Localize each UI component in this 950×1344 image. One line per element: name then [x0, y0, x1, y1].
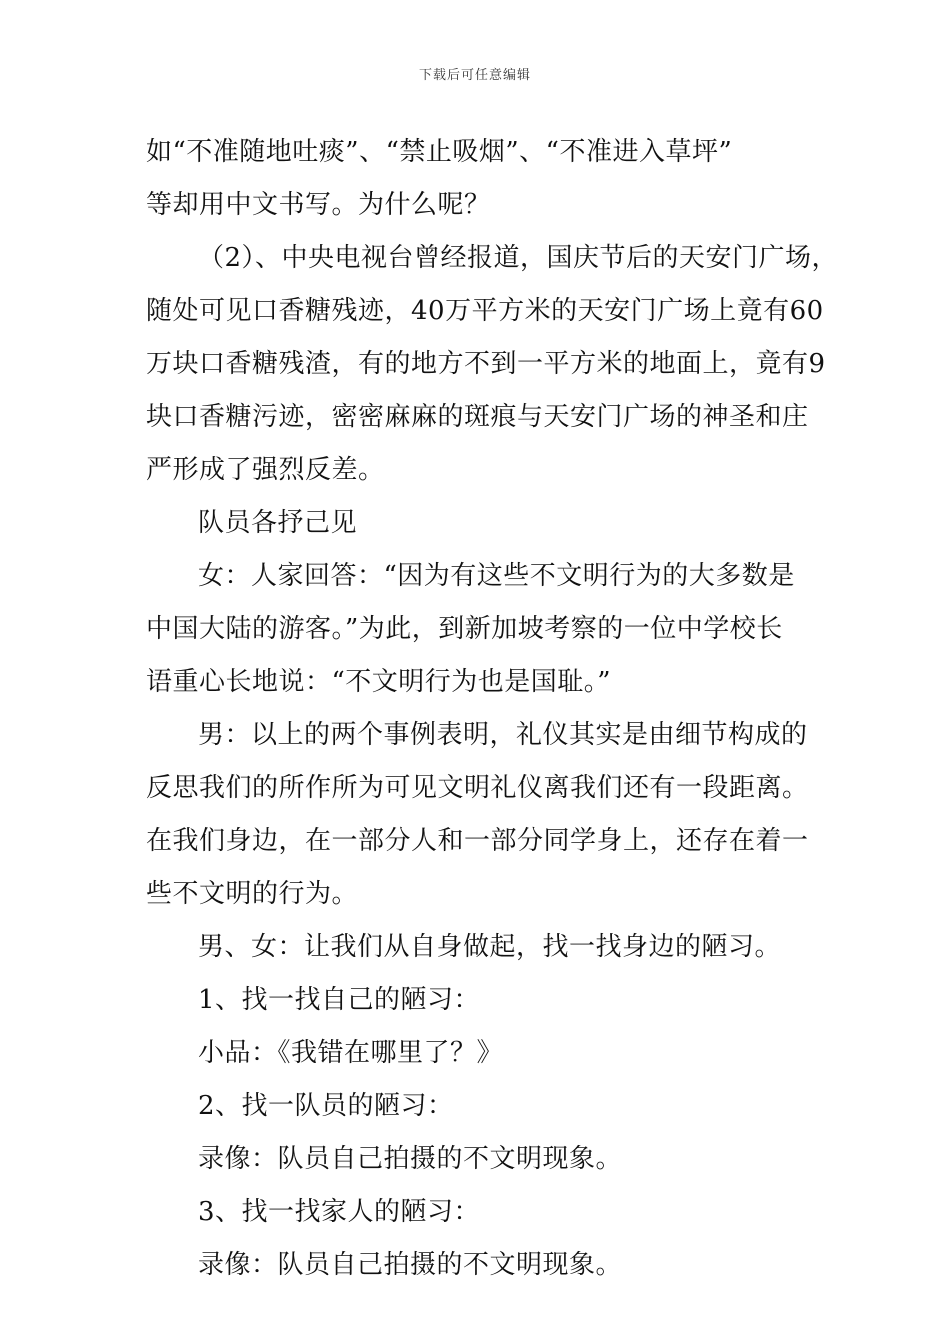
text-line: 3、找一找家人的陋习：	[198, 1197, 481, 1227]
text-line: 块口香糖污迹，密密麻麻的斑痕与天安门广场的神圣和庄	[146, 402, 809, 432]
text-line: 在我们身边，在一部分人和一部分同学身上，还存在着一	[146, 826, 809, 856]
text-line: 2、找一队员的陋习：	[198, 1091, 454, 1121]
text-line: 万块口香糖残渣，有的地方不到一平方米的地面上，竟有9	[146, 349, 826, 379]
text-line: 随处可见口香糖残迹，40万平方米的天安门广场上竟有60	[146, 296, 824, 326]
text-line: 男：以上的两个事例表明，礼仪其实是由细节构成的	[198, 720, 808, 750]
text-line: 语重心长地说：“不文明行为也是国耻。”	[146, 667, 612, 697]
text-line: 如“不准随地吐痰”、“禁止吸烟”、“不准进入草坪”	[146, 137, 733, 167]
document-body	[146, 126, 839, 1292]
text-line: 1、找一找自己的陋习：	[198, 985, 481, 1015]
text-line: 中国大陆的游客。”为此，到新加坡考察的一位中学校长	[146, 614, 783, 644]
text-line: 严形成了强烈反差。	[146, 455, 385, 485]
text-line: 小品：《我错在哪里了？》	[198, 1038, 504, 1068]
text-line: 队员各抒己见	[198, 508, 358, 538]
text-line: 男、女：让我们从自身做起，找一找身边的陋习。	[198, 932, 782, 962]
text-line: 等却用中文书写。为什么呢？	[146, 190, 491, 220]
text-line: （2）、中央电视台曾经报道，国庆节后的天安门广场，	[198, 243, 839, 273]
text-line: 女：人家回答：“因为有这些不文明行为的大多数是	[198, 561, 795, 591]
text-line: 录像：队员自己拍摄的不文明现象。	[198, 1250, 623, 1280]
text-line: 反思我们的所作所为可见文明礼仪离我们还有一段距离。	[146, 773, 809, 803]
page-header: 下载后可任意编辑	[418, 68, 531, 83]
text-line: 些不文明的行为。	[146, 879, 359, 909]
text-line: 录像：队员自己拍摄的不文明现象。	[198, 1144, 623, 1174]
